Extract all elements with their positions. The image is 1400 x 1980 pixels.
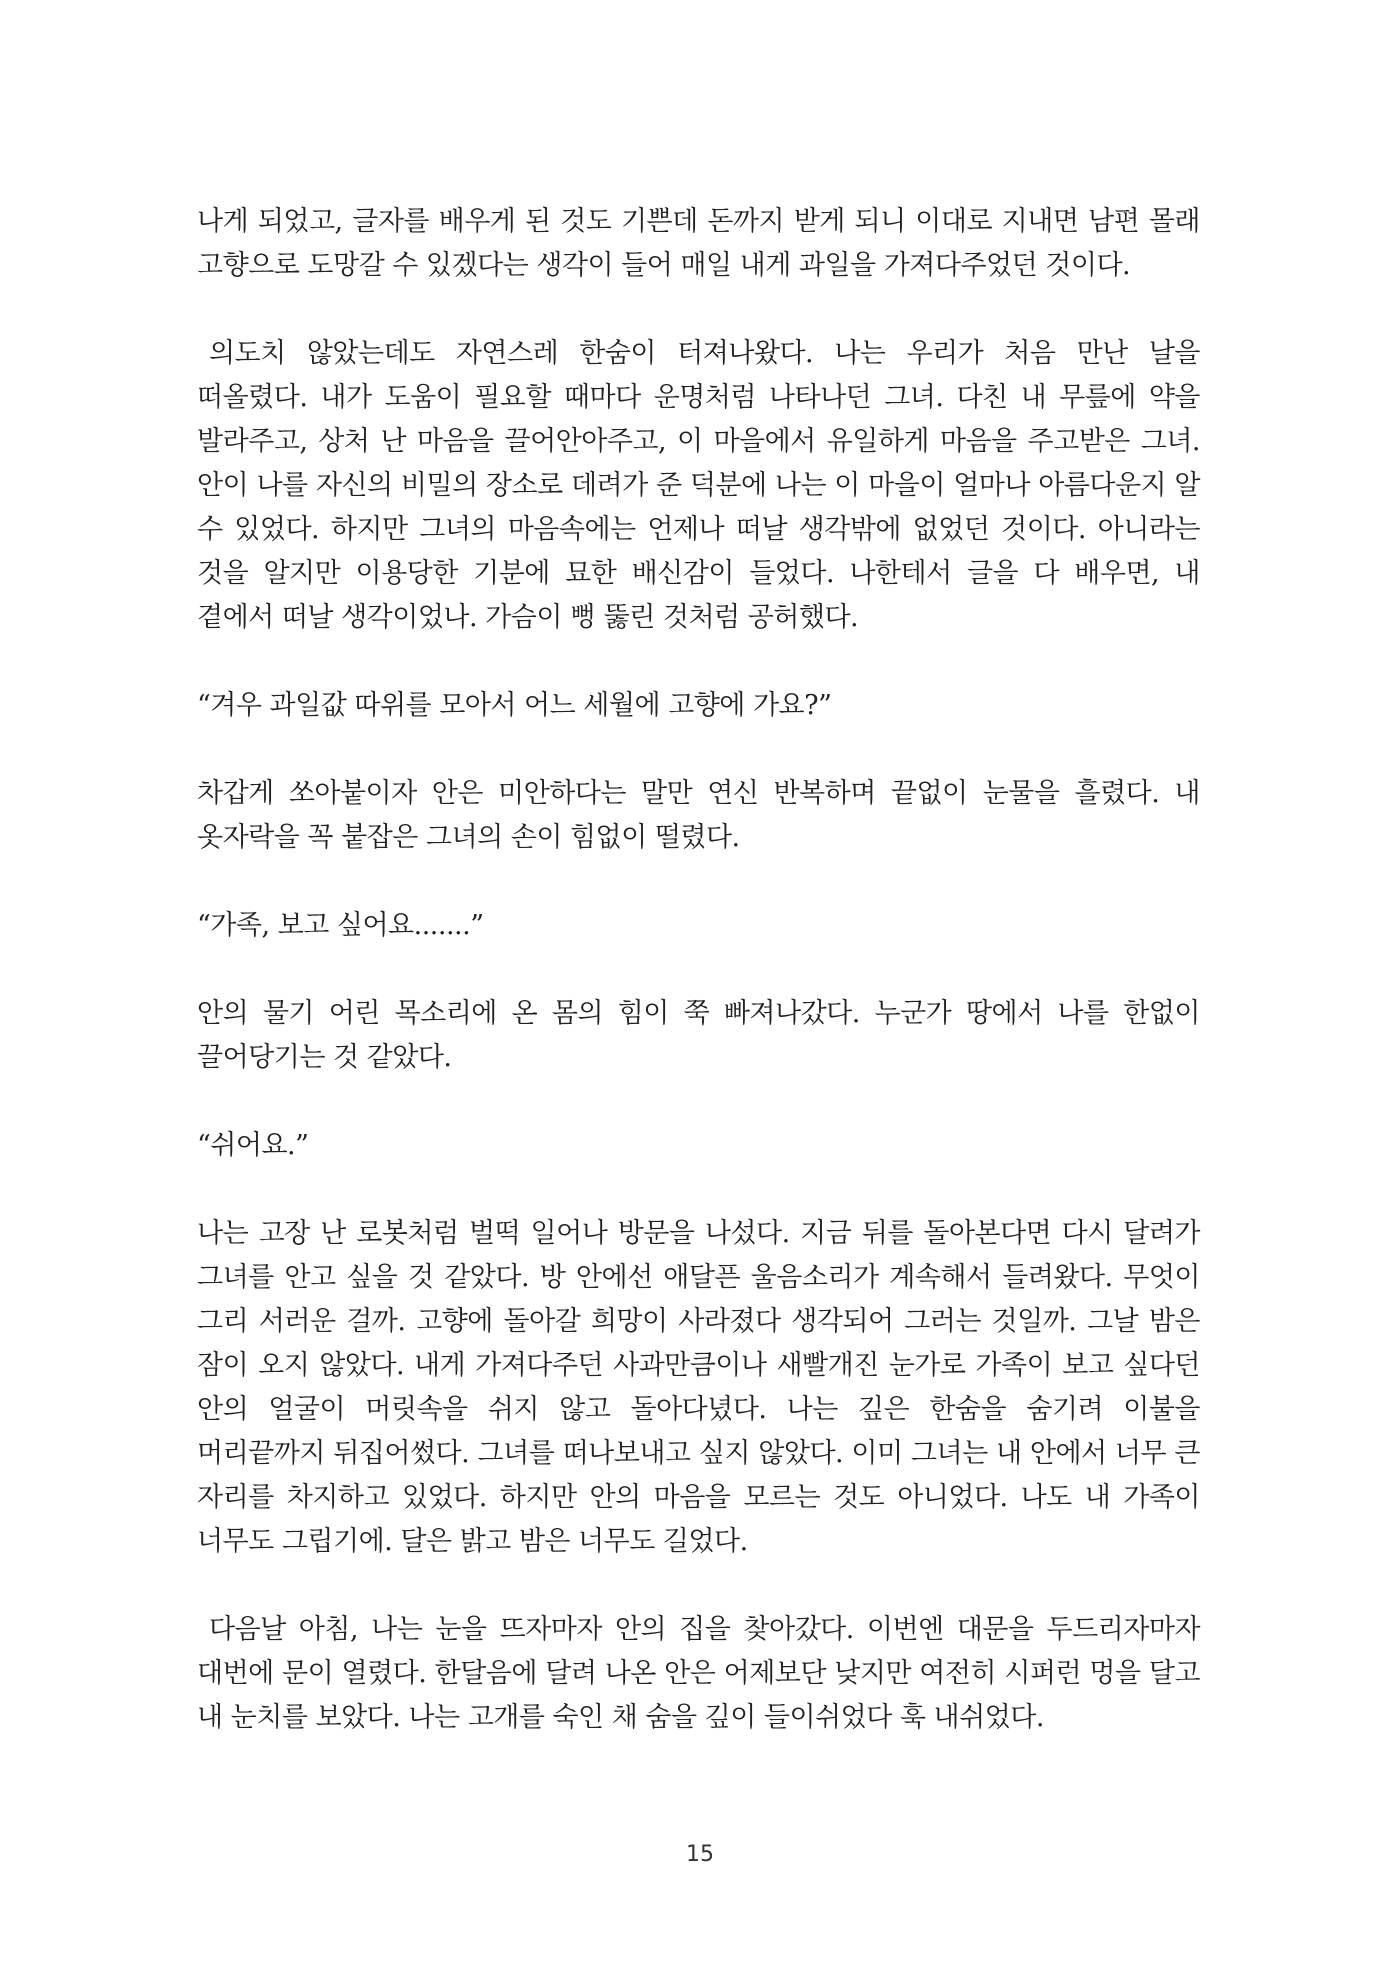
page-number: 15 [686,1842,714,1867]
paragraph: 안의 물기 어린 목소리에 온 몸의 힘이 쭉 빠져나갔다. 누군가 땅에서 나를 한없이 끌어당기는 것 같았다. [197,998,1200,1073]
paragraph: 나는 고장 난 로봇처럼 벌떡 일어나 방문을 나섰다. 지금 뒤를 돌아본다면 다시 달려가 그녀를 안고 싶을 것 같았다. 방 안에선 애달픈 울음소리가 계속해서 들려왔다. 무엇이 그리 서러운 걸까. 고향에 돌아갈 희망이 사라졌다 생각되어 그러는 것일까. 그날 밤은 잠이 오지 않았다. 내게 가져다주던 사과만큼이나 새빨개진 눈가로 가족이 보고 싶다던 안의 얼굴이 머릿속을 쉬지 않고 돌아다녔다. 나는 깊은 한숨을 숨기려 이불을 머리끝까지 뒤집어썼다. 그녀를 떠나보내고 싶지 않았다. 이미 그녀는 내 안에서 너무 큰 자리를 차지하고 있었다. 하지만 안의 마음을 모르는 것도 아니었다. 나도 내 가족이 너무도 그립기에. 달은 밝고 밤은 너무도 길었다. [197,1218,1200,1557]
dialogue-line: “쉬어요.” [197,1130,309,1161]
page-body [197,200,1200,1784]
paragraph: 차갑게 쏘아붙이자 안은 미안하다는 말만 연신 반복하며 끝없이 눈물을 흘렸다. 내 옷자락을 꼭 붙잡은 그녀의 손이 힘없이 떨렸다. [197,778,1200,853]
dialogue-line: “가족, 보고 싶어요.......” [197,910,484,941]
paragraph: 의도치 않았는데도 자연스레 한숨이 터져나왔다. 나는 우리가 처음 만난 날을 떠올렸다. 내가 도움이 필요할 때마다 운명처럼 나타나던 그녀. 다친 내 무릎에 약을 발라주고, 상처 난 마음을 끌어안아주고, 이 마을에서 유일하게 마음을 주고받은 그녀. 안이 나를 자신의 비밀의 장소로 데려가 준 덕분에 나는 이 마을이 얼마나 아름다운지 알 수 있었다. 하지만 그녀의 마음속에는 언제나 떠날 생각밖에 없었던 것이다. 아니라는 것을 알지만 이용당한 기분에 묘한 배신감이 들었다. 나한테서 글을 다 배우면, 내 곁에서 떠날 생각이었나. 가슴이 뻥 뚫린 것처럼 공허했다. [197,338,1200,633]
paragraph-continuation: 나게 되었고, 글자를 배우게 된 것도 기쁜데 돈까지 받게 되니 이대로 지내면 남편 몰래 고향으로 도망갈 수 있겠다는 생각이 들어 매일 내게 과일을 가져다주었던 것이다. [197,206,1200,281]
dialogue-line: “겨우 과일값 따위를 모아서 어느 세월에 고향에 가요?” [197,690,832,721]
paragraph: 다음날 아침, 나는 눈을 뜨자마자 안의 집을 찾아갔다. 이번엔 대문을 두드리자마자 대번에 문이 열렸다. 한달음에 달려 나온 안은 어제보단 낮지만 여전히 시퍼런 멍을 달고 내 눈치를 보았다. 나는 고개를 숙인 채 숨을 깊이 들이쉬었다 훅 내쉬었다. [197,1614,1200,1733]
